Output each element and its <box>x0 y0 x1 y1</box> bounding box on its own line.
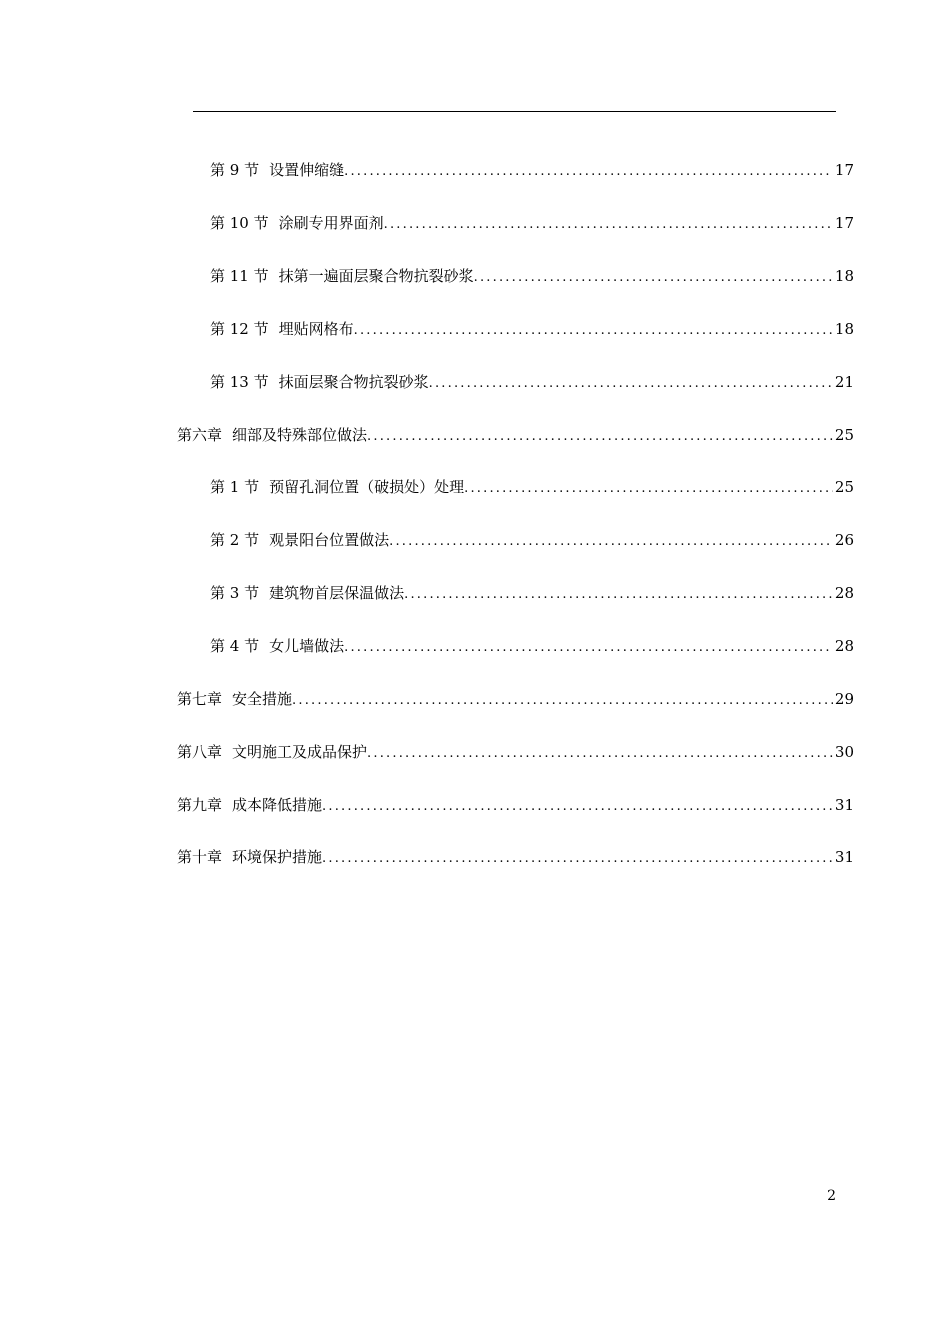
toc-entry-page: 18 <box>834 267 854 285</box>
toc-entry-page: 26 <box>834 531 854 549</box>
toc-entry-page: 18 <box>834 320 854 338</box>
toc-dot-leader <box>384 213 833 235</box>
toc-entry-page: 17 <box>834 214 854 232</box>
toc-entry-number: 第九章 <box>177 796 223 814</box>
toc-entry-number: 第 3 节 <box>210 584 260 602</box>
toc-dot-leader <box>404 583 833 605</box>
toc-dot-leader <box>292 689 833 711</box>
toc-dot-leader <box>322 795 833 817</box>
toc-entry-title: 文明施工及成品保护 <box>232 743 368 761</box>
toc-entry-title: 细部及特殊部位做法 <box>232 426 368 444</box>
toc-entry[interactable] <box>210 211 854 235</box>
toc-entry-number: 第 13 节 <box>210 373 269 391</box>
toc-entry[interactable] <box>177 687 854 711</box>
toc-entry-title: 成本降低措施 <box>232 796 323 814</box>
toc-entry-title: 抹第一遍面层聚合物抗裂砂浆 <box>278 267 474 285</box>
page-number: 2 <box>827 1188 836 1204</box>
toc-entry[interactable] <box>210 528 854 552</box>
toc-entry[interactable] <box>210 264 854 288</box>
toc-entry[interactable] <box>177 793 854 817</box>
toc-entry-page: 17 <box>834 161 854 179</box>
header-rule <box>193 111 836 112</box>
toc-entry-page: 28 <box>834 584 854 602</box>
toc-entry-number: 第八章 <box>177 743 223 761</box>
toc-entry-number: 第 12 节 <box>210 320 269 338</box>
toc-entry[interactable] <box>210 158 854 182</box>
toc-entry-number: 第七章 <box>177 690 223 708</box>
toc-entry-page: 31 <box>834 796 854 814</box>
toc-entry-number: 第 10 节 <box>210 214 269 232</box>
toc-entry-title: 设置伸缩缝 <box>269 161 345 179</box>
toc-dot-leader <box>474 266 833 288</box>
toc-entry-number: 第六章 <box>177 426 223 444</box>
toc-dot-leader <box>344 636 833 658</box>
toc-entry-title: 环境保护措施 <box>232 848 323 866</box>
toc-entry-title: 预留孔洞位置（破损处）处理 <box>269 478 465 496</box>
toc-dot-leader <box>367 425 833 447</box>
toc-entry-page: 25 <box>834 478 854 496</box>
toc-entry[interactable] <box>210 317 854 341</box>
toc-entry-title: 建筑物首层保温做法 <box>269 584 405 602</box>
toc-entry[interactable] <box>210 581 854 605</box>
toc-entry-number: 第十章 <box>177 848 223 866</box>
toc-entry-title: 埋贴网格布 <box>278 320 354 338</box>
toc-entry-number: 第 9 节 <box>210 161 260 179</box>
toc-dot-leader <box>367 742 833 764</box>
toc-entry[interactable] <box>210 475 854 499</box>
toc-dot-leader <box>429 372 833 394</box>
toc-entry-title: 涂刷专用界面剂 <box>278 214 384 232</box>
toc-entry[interactable] <box>210 634 854 658</box>
toc-entry[interactable] <box>210 370 854 394</box>
toc-entry-number: 第 2 节 <box>210 531 260 549</box>
toc-entry-number: 第 4 节 <box>210 637 260 655</box>
toc-entry[interactable] <box>177 740 854 764</box>
toc-entry-title: 观景阳台位置做法 <box>269 531 390 549</box>
toc-entry-page: 30 <box>834 743 854 761</box>
toc-entry-number: 第 11 节 <box>210 267 269 285</box>
toc-dot-leader <box>354 319 833 341</box>
toc-entry-page: 31 <box>834 848 854 866</box>
toc-entry[interactable] <box>177 423 854 447</box>
toc-dot-leader <box>322 847 833 869</box>
toc-dot-leader <box>344 160 833 182</box>
toc-entry-title: 抹面层聚合物抗裂砂浆 <box>278 373 429 391</box>
toc-entry-page: 21 <box>834 373 854 391</box>
toc-entry-page: 25 <box>834 426 854 444</box>
toc-entry-title: 女儿墙做法 <box>269 637 345 655</box>
toc-dot-leader <box>464 477 833 499</box>
toc-entry-title: 安全措施 <box>232 690 293 708</box>
toc-dot-leader <box>389 530 833 552</box>
toc-entry-page: 29 <box>834 690 854 708</box>
toc-entry[interactable] <box>177 845 854 869</box>
toc-entry-number: 第 1 节 <box>210 478 260 496</box>
toc-entry-page: 28 <box>834 637 854 655</box>
